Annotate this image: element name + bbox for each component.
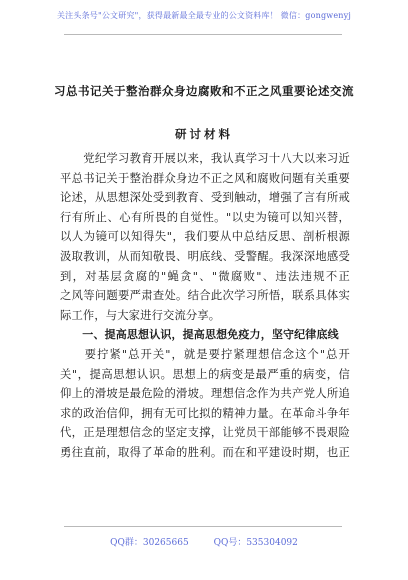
section-heading: 一、提高思想认识，提高思想免疫力，坚守纪律底线 (60, 328, 339, 342)
body-line: 以人为镜可以知得失"，我们要从中总结反思、剖析根源 (60, 230, 350, 244)
document-body (60, 149, 350, 463)
body-line: 到，对基层贪腐的"蝇贪"、"微腐败"、违法违规不正 (60, 269, 350, 283)
body-line: 关"，提高思想认识。思想上的病变是最严重的病变，信 (60, 367, 350, 381)
body-line: 论述，从思想深处受到教育、受到触动，增强了言有所戒 (60, 191, 350, 205)
body-line: 党纪学习教育开展以来，我认真学习十八大以来习近 (60, 152, 350, 165)
body-line: 仰上的滑坡是最危险的滑坡。理想信念作为共产党人所追 (60, 387, 350, 401)
body-line: 代，正是理想信念的坚定支撑，让党员干部能够不畏艰险 (60, 426, 350, 440)
body-line: 要拧紧"总开关"，就是要拧紧理想信念这个"总开 (60, 347, 350, 361)
body-line: 之风等问题要严肃查处。结合此次学习所悟，联系具体实 (60, 289, 350, 303)
body-line: 行有所止、心有所畏的自觉性。"以史为镜可以知兴替， (60, 210, 350, 224)
footer-divider (64, 526, 342, 527)
footer-contact (0, 535, 408, 548)
footer-qq-group: QQ群：30265665 (110, 538, 189, 548)
header-promo-note: 关注头条号"公文研究"，获得最新最全最专业的公文资料库！ 微信：gongwenyj (56, 11, 352, 20)
header-divider (64, 34, 342, 35)
document-title: 习总书记关于整治群众身边腐败和不正之风重要论述交流 (54, 84, 354, 98)
footer-qq-number: QQ号：535304092 (213, 538, 298, 548)
body-line: 勇往直前，取得了革命的胜利。而在和平建设时期，也正 (60, 445, 350, 459)
body-line: 际工作，与大家进行交流分享。 (60, 308, 221, 322)
document-subtitle: 研讨材料 (175, 127, 233, 141)
body-line: 平总书记关于整治群众身边不正之风和腐败问题有关重要 (60, 171, 350, 185)
body-line: 求的政治信仰，拥有无可比拟的精神力量。在革命斗争年 (60, 406, 350, 420)
body-line: 汲取教训，从而知敬畏、明底线、受警醒。我深深地感受 (60, 249, 350, 263)
